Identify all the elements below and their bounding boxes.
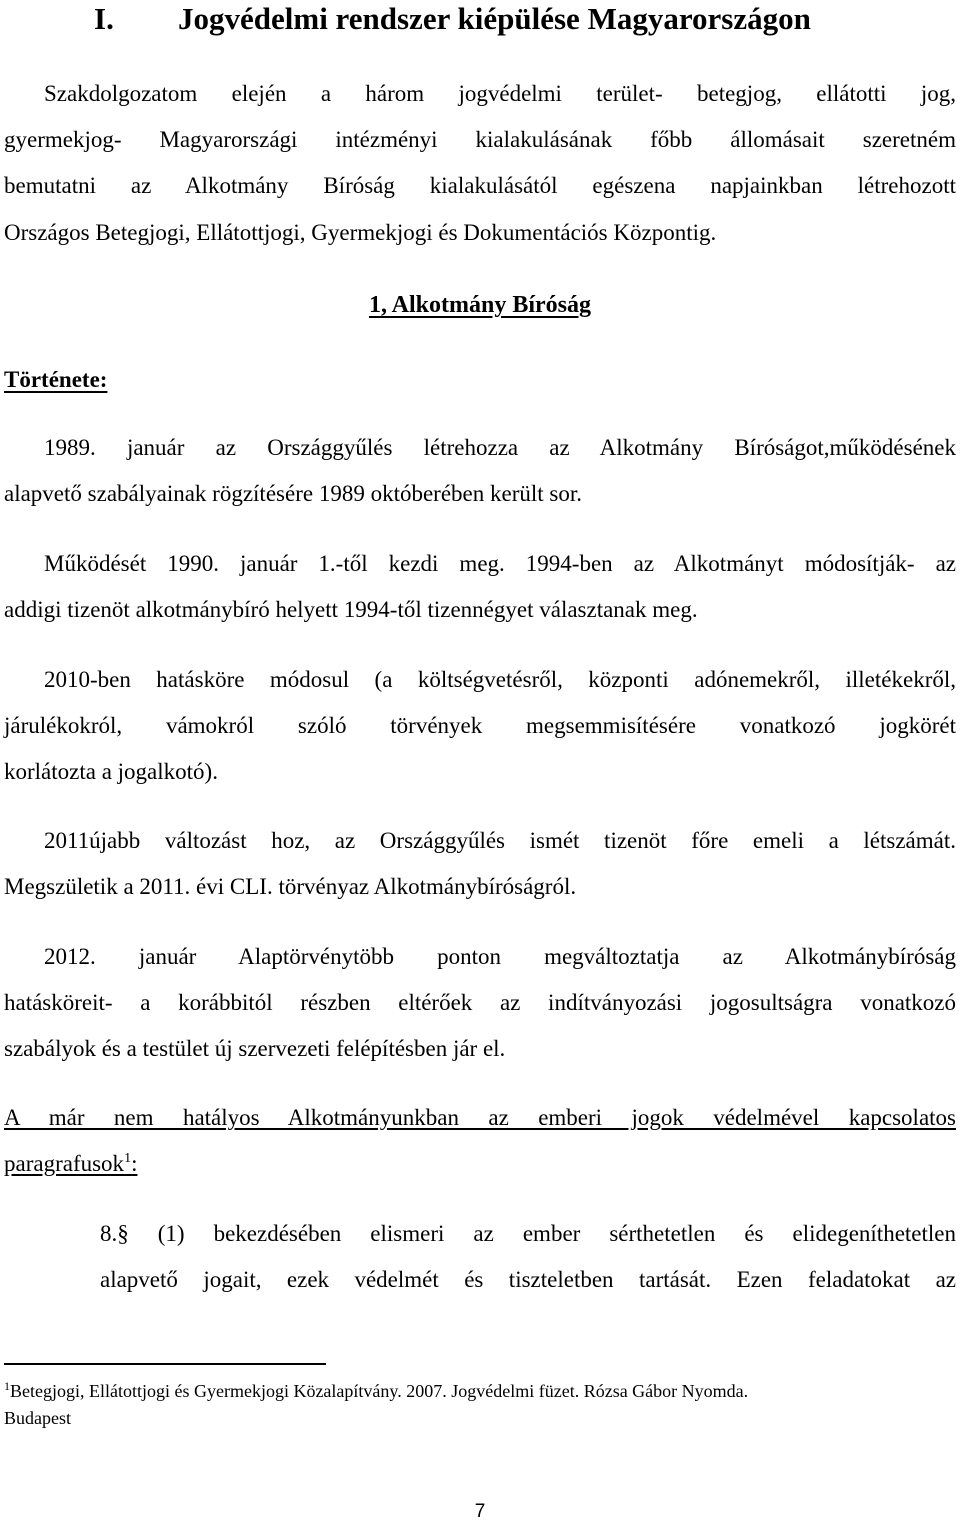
chapter-number: I. xyxy=(94,1,114,36)
underlined-heading-line: A már nem hatályos Alkotmányunkban az emberi jogok védelmével kapcsolatos xyxy=(4,1105,956,1130)
intro-line: gyermekjog- Magyarországi intézményi kialakulásának főbb állomásait szeretném xyxy=(4,127,956,152)
footnote-reference[interactable]: 1 xyxy=(124,1151,132,1166)
paragraph-line: alapvető szabályainak rögzítésére 1989 októberében került sor. xyxy=(4,481,582,506)
paragraph-line: 8.§ (1) bekezdésében elismeri az ember sérthetetlen és elidegeníthetetlen xyxy=(100,1221,956,1246)
chapter-heading xyxy=(94,0,811,38)
footnote-line: Budapest xyxy=(4,1408,71,1428)
paragraph-line: szabályok és a testület új szervezeti felépítésben jár el. xyxy=(4,1036,506,1061)
paragraph-line: addigi tizenöt alkotmánybíró helyett 1994-től tizennégyet választanak meg. xyxy=(4,597,698,622)
intro-line: Szakdolgozatom elején a három jogvédelmi terület- betegjog, ellátotti jog, xyxy=(44,81,956,106)
section-title: 1, Alkotmány Bíróság xyxy=(368,292,592,318)
intro-line: bemutatni az Alkotmány Bíróság kialakulásától egészena napjainkban létrehozott xyxy=(4,173,956,198)
page-number: 7 xyxy=(474,1501,486,1522)
paragraph-line: 2011újabb változást hoz, az Országgyűlés ismét tizenöt főre emeli a létszámát. xyxy=(44,828,956,853)
paragraph-line: korlátozta a jogalkotó). xyxy=(4,759,218,784)
footnote-line xyxy=(4,1378,956,1404)
underlined-heading-line xyxy=(4,1150,956,1178)
intro-line: Országos Betegjogi, Ellátottjogi, Gyermekjogi és Dokumentációs Központig. xyxy=(4,220,717,245)
underlined-heading-colon: : xyxy=(131,1151,138,1176)
footnote-separator xyxy=(4,1363,326,1365)
paragraph-line: Megszületik a 2011. évi CLI. törvényaz Alkotmánybíróságról. xyxy=(4,874,577,899)
paragraph-line: járulékokról, vámokról szóló törvények megsemmisítésére vonatkozó jogkörét xyxy=(4,713,956,738)
footnote-text: Betegjogi, Ellátottjogi és Gyermekjogi Közalapítvány. 2007. Jogvédelmi füzet. Rózsa Gábor Nyomda. xyxy=(10,1381,749,1401)
paragraph-line: Működését 1990. január 1.-től kezdi meg. 1994-ben az Alkotmányt módosítják- az xyxy=(44,551,956,576)
footnote-marker: 1 xyxy=(4,1379,10,1393)
history-subheading: Története: xyxy=(4,367,108,392)
paragraph-line: hatásköreit- a korábbitól részben eltérőek az indítványozási jogosultságra vonatkozó xyxy=(4,990,956,1015)
paragraph-line: 2010-ben hatásköre módosul (a költségvetésről, központi adónemekről, illetékekről, xyxy=(44,667,956,692)
chapter-title: Jogvédelmi rendszer kiépülése Magyarországon xyxy=(178,1,811,36)
paragraph-line: alapvető jogait, ezek védelmét és tiszteletben tartását. Ezen feladatokat az xyxy=(100,1267,956,1292)
paragraph-line: 1989. január az Országgyűlés létrehozza az Alkotmány Bíróságot,működésének xyxy=(44,435,956,460)
underlined-heading-text: paragrafusok xyxy=(4,1151,125,1176)
paragraph-line: 2012. január Alaptörvénytöbb ponton megváltoztatja az Alkotmánybíróság xyxy=(44,944,956,969)
